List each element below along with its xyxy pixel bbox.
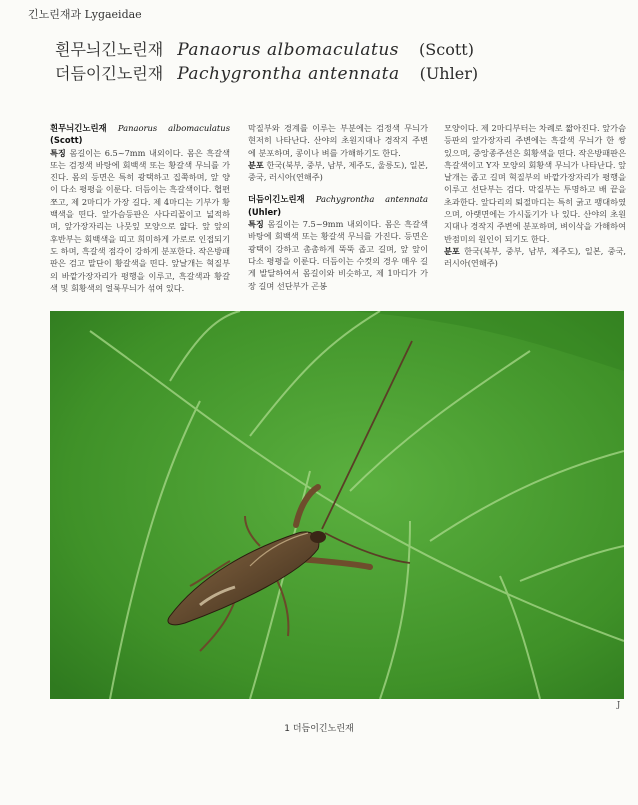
title-korean-name: 더듬이긴노린재 bbox=[55, 64, 164, 83]
title-scientific-name: Pachygrontha antennata bbox=[177, 64, 400, 84]
species-1-korean-name: 흰무늬긴노린재 bbox=[50, 123, 107, 133]
photo-caption: 1 더듬이긴노린재 bbox=[284, 724, 354, 734]
running-header: 긴노린재과 Lygaeidae bbox=[28, 8, 142, 21]
text-column-2 bbox=[248, 122, 428, 292]
text-column-3 bbox=[444, 122, 626, 270]
species-2-heading bbox=[248, 193, 428, 218]
species-1-author: (Scott) bbox=[50, 135, 83, 146]
distribution-label: 분포 bbox=[444, 245, 460, 256]
feature-text-continued: 모양이다. 제 2마디부터는 차례로 짧아진다. 앞가슴등판의 앞가장자리 주변에는 흑갈색 무늬가 한 쌍 있으며, 중앙종주선은 회황색을 띤다. 작은방패판은 흑갈색이고 Y자 모양의 회황색 무늬가 나타난다. 앞날개는 좁고 길며 혁질부의 바깥가장자리가 평행을 이루고 선단부는 검다. 막질부는 투명하고 배 끝을 초과한다. 앞다리의 퇴절마디는 특히 굵고 팽대하였으며, 아랫면에는 가시돌기가 나 있다. 산야의 초원지대나 경작지 주변에 분포하며, 벼이삭을 가해하여 반점미의 원인이 되기도 한다. bbox=[444, 123, 626, 244]
title-author: (Uhler) bbox=[419, 64, 479, 83]
species-1-heading bbox=[50, 122, 230, 147]
photo-illustration bbox=[50, 311, 624, 699]
distribution-text: 한국(북부, 중부, 남부, 제주도, 울릉도), 일본, 중국, 러시아(연해주) bbox=[248, 159, 429, 183]
species-1-distribution bbox=[248, 159, 428, 184]
insect-on-leaf-photo bbox=[50, 311, 624, 699]
feature-label: 특징 bbox=[248, 219, 264, 230]
species-1-scientific-name: Panaorus albomaculatus bbox=[117, 123, 230, 133]
feature-text: 몸길이는 7.5~9mm 내외이다. 몸은 흑갈색 바탕에 회백색 또는 황갈색 무늬를 가진다. 등면은 광택이 강하고 촘촘하게 뚝뚝 좁고 길며, 앞 앞이 다소 평평을 이룬다. 더듬이는 수컷의 경우 매우 길게 발달하여서 몸길이와 비슷하고, 제 1마디가 가장 길며 선단부가 곤봉 bbox=[248, 219, 428, 291]
title-author: (Scott) bbox=[419, 40, 474, 59]
title-species-1 bbox=[55, 38, 598, 62]
species-2-features-cont bbox=[444, 122, 626, 245]
feature-label: 특징 bbox=[50, 147, 66, 158]
page-marker: J bbox=[617, 700, 621, 709]
species-1-features-cont bbox=[248, 122, 428, 159]
species-2-scientific-name: Pachygrontha antennata bbox=[315, 194, 428, 205]
distribution-label: 분포 bbox=[248, 159, 264, 170]
species-2-korean-name: 더듬이긴노린재 bbox=[248, 194, 305, 205]
title-species-2 bbox=[55, 62, 598, 86]
distribution-text: 한국(북부, 중부, 남부, 제주도), 일본, 중국, 러시아(연해주) bbox=[444, 245, 627, 269]
species-2-author: (Uhler) bbox=[248, 206, 282, 217]
feature-text-continued: 막질부와 경계를 이루는 부분에는 검정색 무늬가 현저히 나타난다. 산야의 초원지대나 경작지 주변에 분포하며, 콩이나 벼를 가해하기도 한다. bbox=[248, 123, 428, 158]
species-2-distribution bbox=[444, 245, 626, 270]
title-korean-name: 흰무늬긴노린재 bbox=[55, 40, 164, 59]
species-2-features bbox=[248, 218, 428, 292]
feature-text: 몸길이는 6.5~7mm 내외이다. 몸은 흑갈색 또는 검정색 바탕에 회백색 또는 황갈색 무늬를 가진다. 몸의 등면은 특히 광택하고 집쭉하며, 앞 양이 다소 평평을 이룬다. 더듬이는 흑갈색이다. 협편 쪼고, 제 2마디가 가장 길다. 제 4마디는 기부가 황백색을 띤다. 앞가슴등판은 사다리꼴이고 넓적하며, 앞가장자리는 나뭇잎 모양으로 얇다. 앞 앞의 후반부는 회백색을 띠고 희미하게 가로로 인접되기도 하며, 흑갈색 점각이 강하게 분포한다. 작은방패판은 검고 말단이 황갈색을 띤다. 앞날개는 혁질부의 바깥가장자리가 평행을 이루고, 흑갈색과 황갈색 및 회황색의 얼룩무늬가 섞여 있다. bbox=[50, 147, 230, 293]
title-scientific-name: Panaorus albomaculatus bbox=[177, 40, 400, 60]
species-titles bbox=[55, 38, 598, 86]
text-column-1 bbox=[50, 122, 230, 294]
species-1-features bbox=[50, 147, 230, 295]
